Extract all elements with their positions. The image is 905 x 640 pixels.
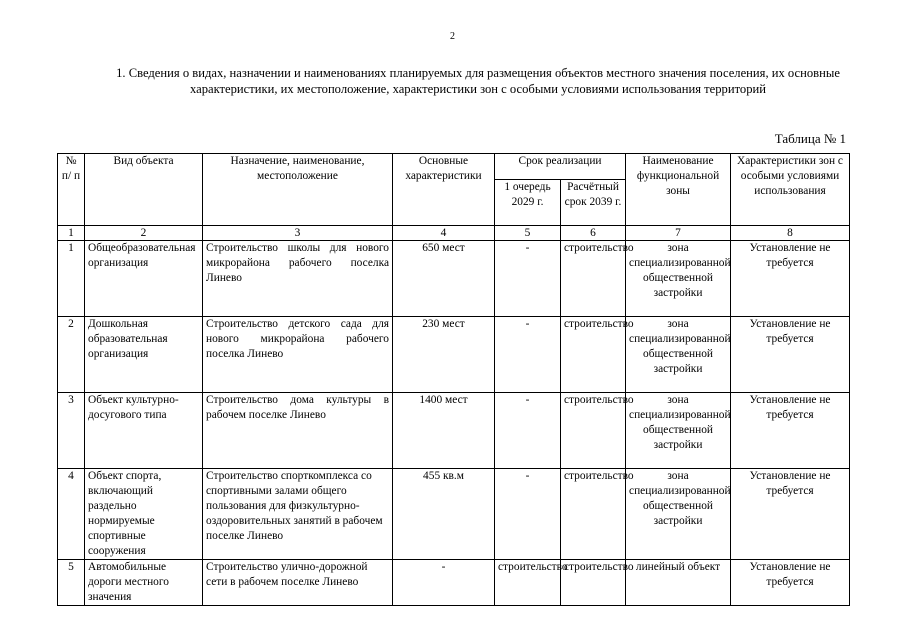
column-number: 3 (203, 226, 393, 241)
row-calc-term: строительство (561, 317, 626, 393)
section-title (103, 65, 853, 97)
row-first-term: - (495, 317, 561, 393)
row-purpose: Строительство дома культуры в рабочем поселке Линево (203, 393, 393, 469)
row-characteristics: 650 мест (393, 241, 495, 317)
row-calc-term: строительство (561, 469, 626, 560)
column-number: 5 (495, 226, 561, 241)
row-num: 2 (58, 317, 85, 393)
row-purpose: Строительство школы для нового микрорайона рабочего поселка Линево (203, 241, 393, 317)
row-special: Установление не требуется (731, 241, 850, 317)
row-num: 4 (58, 469, 85, 560)
page-number: 2 (450, 31, 455, 42)
row-first-term: - (495, 393, 561, 469)
row-calc-term: строительство (561, 241, 626, 317)
section-text: Сведения о видах, назначении и наименованиях планируемых для размещения объектов местного значения поселения, их основные характеристики, их местоположение, характеристики зон с особыми условиями использования территорий (128, 66, 840, 96)
column-number-row (58, 226, 850, 241)
objects-table (57, 153, 850, 606)
row-type: Объект спорта, включающий раздельно нормируемые спортивные сооружения (85, 469, 203, 560)
row-special: Установление не требуется (731, 317, 850, 393)
section-number: 1. (116, 66, 126, 80)
row-special: Установление не требуется (731, 560, 850, 606)
header-num: № п/ п (58, 154, 85, 226)
table-row (58, 241, 850, 317)
header-term-first: 1 очередь 2029 г. (495, 180, 561, 226)
row-characteristics: 1400 мест (393, 393, 495, 469)
row-num: 3 (58, 393, 85, 469)
table-row (58, 469, 850, 560)
row-first-term: - (495, 469, 561, 560)
row-num: 1 (58, 241, 85, 317)
header-purpose: Назначение, наименование, местоположение (203, 154, 393, 226)
header-zone: Наименование функциональной зоны (626, 154, 731, 226)
table-label: Таблица № 1 (774, 131, 846, 146)
column-number: 7 (626, 226, 731, 241)
row-zone: зона специализированной общественной застройки (626, 317, 731, 393)
table-row (58, 317, 850, 393)
row-purpose: Строительство улично-дорожной сети в рабочем поселке Линево (203, 560, 393, 606)
row-calc-term: строительство (561, 393, 626, 469)
row-zone: зона специализированной общественной застройки (626, 241, 731, 317)
row-purpose: Строительство детского сада для нового микрорайона рабочего поселка Линево (203, 317, 393, 393)
header-term: Срок реализации (495, 154, 626, 180)
column-number: 8 (731, 226, 850, 241)
header-special: Характеристики зон с особыми условиями использования (731, 154, 850, 226)
table-row (58, 393, 850, 469)
column-number: 2 (85, 226, 203, 241)
row-special: Установление не требуется (731, 393, 850, 469)
column-number: 4 (393, 226, 495, 241)
column-number: 1 (58, 226, 85, 241)
column-number: 6 (561, 226, 626, 241)
row-zone: зона специализированной общественной застройки (626, 469, 731, 560)
row-purpose: Строительство спорткомплекса со спортивными залами общего пользования для физкультурно-оздоровительных занятий в рабочем поселке Линево (203, 469, 393, 560)
row-type: Автомобильные дороги местного значения (85, 560, 203, 606)
row-characteristics: - (393, 560, 495, 606)
header-row (58, 154, 850, 180)
header-type: Вид объекта (85, 154, 203, 226)
row-characteristics: 455 кв.м (393, 469, 495, 560)
header-characteristics: Основные характеристики (393, 154, 495, 226)
row-type: Объект культурно-досугового типа (85, 393, 203, 469)
row-zone: линейный объект (626, 560, 731, 606)
table-row (58, 560, 850, 606)
row-first-term: строительство (495, 560, 561, 606)
row-type: Дошкольная образовательная организация (85, 317, 203, 393)
row-zone: зона специализированной общественной застройки (626, 393, 731, 469)
row-calc-term: строительство (561, 560, 626, 606)
header-term-calc: Расчётный срок 2039 г. (561, 180, 626, 226)
row-first-term: - (495, 241, 561, 317)
row-type: Общеобразовательная организация (85, 241, 203, 317)
row-special: Установление не требуется (731, 469, 850, 560)
row-characteristics: 230 мест (393, 317, 495, 393)
row-num: 5 (58, 560, 85, 606)
